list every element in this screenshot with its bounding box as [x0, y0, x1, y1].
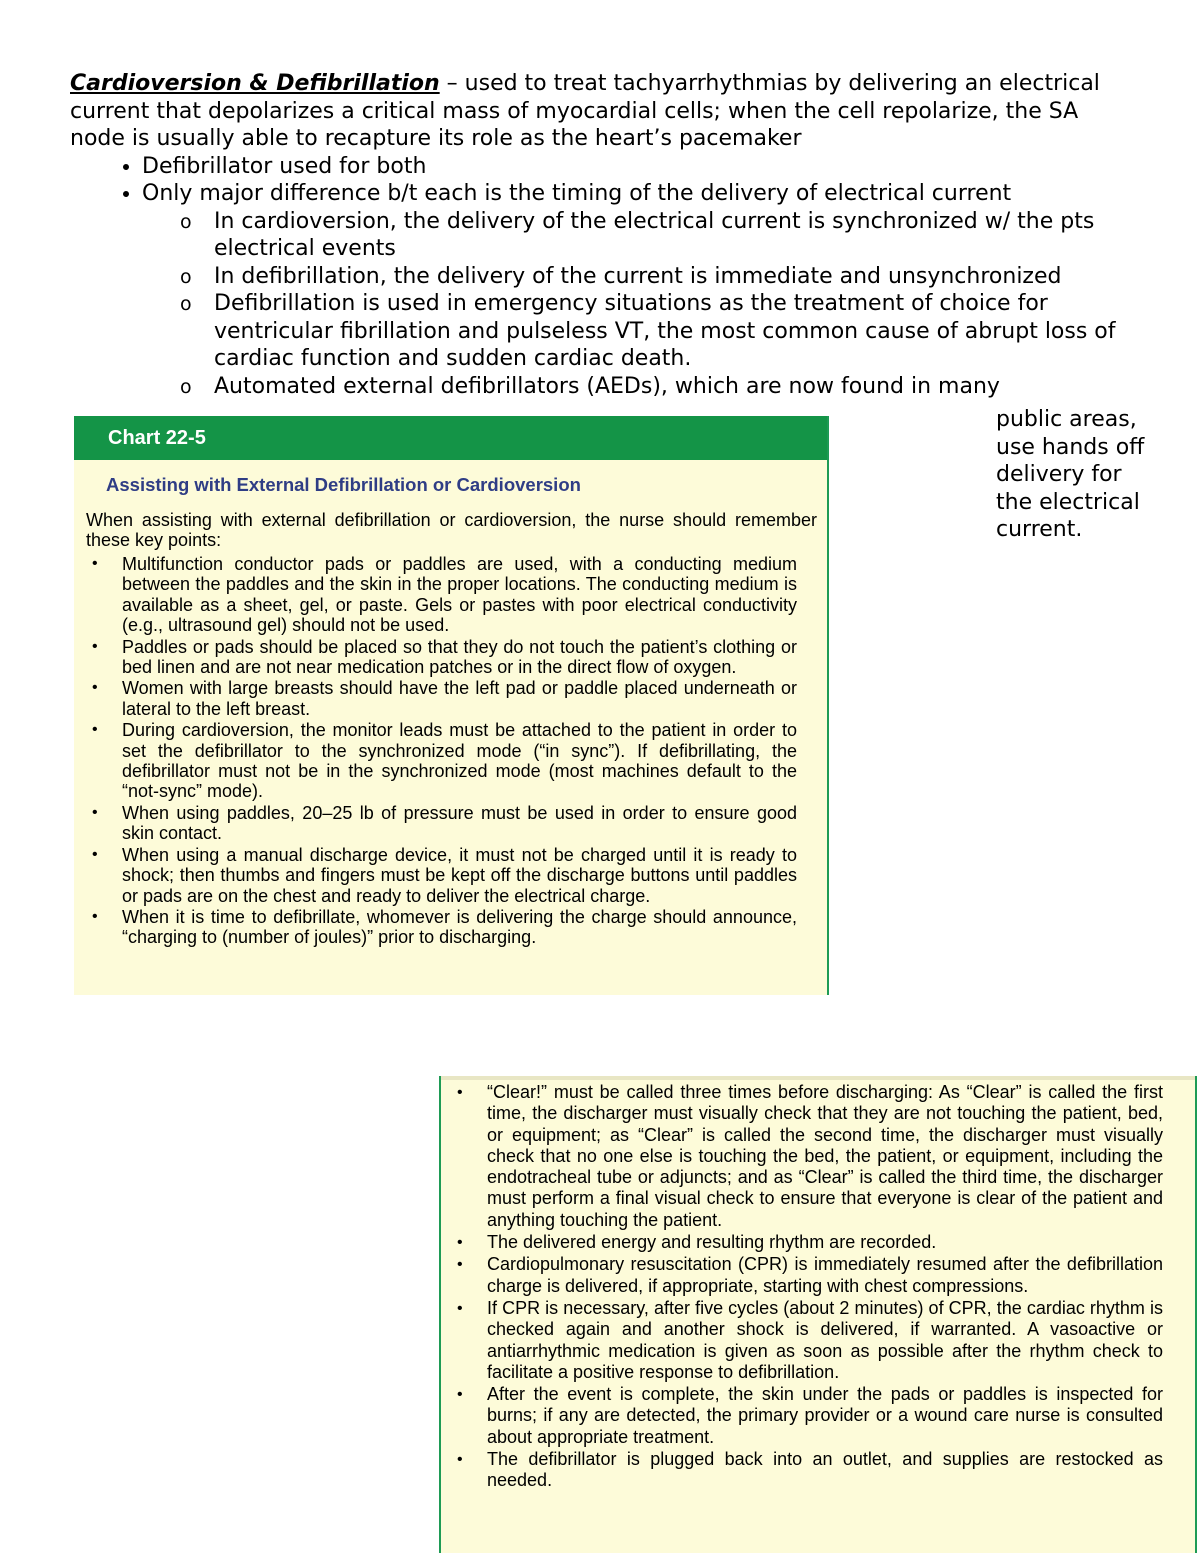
chart-intro: When assisting with external defibrillation or cardioversion, the nurse should remember these key points: [86, 510, 817, 550]
topic-term: Cardioversion & Defibrillation [70, 71, 440, 96]
wrapped-continuation-text: public areas, use hands off delivery for the electrical current. [996, 407, 1145, 542]
chart-points-list [74, 554, 827, 948]
chart-point: • The defibrillator is plugged back into an outlet, and supplies are restocked as needed. [487, 1449, 1163, 1492]
chart-point: • Cardiopulmonary resuscitation (CPR) is immediately resumed after the defibrillation charge is delivered, if appropriate, starting with chest compressions. [487, 1254, 1163, 1297]
intro-paragraph [70, 70, 1130, 153]
bullet-item: • Defibrillator used for both [142, 153, 1130, 181]
chart-points-list-continued [441, 1076, 1195, 1492]
chart-point: • Paddles or pads should be placed so that they do not touch the patient’s clothing or bed linen and are not near medication patches or in the direct flow of oxygen. [122, 637, 797, 678]
chart-point: • When using paddles, 20–25 lb of pressure must be used in order to ensure good skin contact. [122, 803, 797, 844]
chart-point: • The delivered energy and resulting rhythm are recorded. [487, 1232, 1163, 1253]
chart-point: • When using a manual discharge device, it must not be charged until it is ready to shock; then thumbs and fingers must be kept off the discharge buttons until paddles or pads are on the chest and ready to deliver the electrical charge. [122, 845, 797, 906]
chart-box-part-1 [74, 416, 829, 995]
sub-bullet-item: o Defibrillation is used in emergency situations as the treatment of choice for ventricular fibrillation and pulseless VT, the most common cause of abrupt loss of cardiac function and sudden cardiac death. [214, 290, 1130, 373]
sub-bullet-list [142, 208, 1130, 401]
sub-bullet-item: o Automated external defibrillators (AEDs), which are now found in many [214, 373, 1130, 401]
chart-label: Chart 22-5 [74, 416, 827, 460]
bullet-text: Only major difference b/t each is the timing of the delivery of electrical current [142, 181, 1012, 206]
sub-bullet-item: o In defibrillation, the delivery of the current is immediate and unsynchronized [214, 263, 1130, 291]
sub-bullet-item: o In cardioversion, the delivery of the electrical current is synchronized w/ the pts electrical events [214, 208, 1130, 263]
chart-point: • Women with large breasts should have the left pad or paddle placed underneath or lateral to the left breast. [122, 678, 797, 719]
clipped-edge [441, 1076, 1195, 1080]
lecture-notes [70, 70, 1130, 400]
chart-point: • If CPR is necessary, after five cycles (about 2 minutes) of CPR, the cardiac rhythm is checked again and another shock is delivered, if warranted. A vasoactive or antiarrhythmic medication is given as soon as possible after the rhythm check to facilitate a positive response to defibrillation. [487, 1298, 1163, 1383]
chart-box-part-2 [439, 1076, 1197, 1553]
chart-point: • After the event is complete, the skin under the pads or paddles is inspected for burns; if any are detected, the primary provider or a wound care nurse is consulted about appropriate treatment. [487, 1384, 1163, 1448]
chart-title: Assisting with External Defibrillation or Cardioversion [106, 474, 581, 495]
chart-point: • When it is time to defibrillate, whomever is delivering the charge should announce, “charging to (number of joules)” prior to discharging. [122, 907, 797, 948]
chart-point: • “Clear!” must be called three times before discharging: As “Clear” is called the first time, the discharger must visually check that they are not touching the patient, bed, or equipment; as “Clear” is called the second time, the discharger must visually check that no one else is touching the bed, the patient, or equipment, including the endotracheal tube or adjuncts; and as “Clear” is called the third time, the discharger must perform a final visual check to ensure that everyone is clear of the patient and anything touching the patient. [487, 1082, 1163, 1231]
bullet-item [142, 180, 1130, 400]
chart-point: • Multifunction conductor pads or paddles are used, with a conducting medium between the paddles and the skin in the proper locations. The conducting medium is available as a sheet, gel, or paste. Gels or pastes with poor electrical conductivity (e.g., ultrasound gel) should not be used. [122, 554, 797, 636]
topic-definition: – used to treat tachyarrhythmias by delivering an electrical current that depolarizes a critical mass of myocardial cells; when the cell repolarize, the SA node is usually able to recapture its role as the heart’s pacemaker [70, 71, 1100, 151]
chart-point: • During cardioversion, the monitor leads must be attached to the patient in order to set the defibrillator to the synchronized mode (“in sync”). If defibrillating, the defibrillator must not be in the synchronized mode (most machines default to the “not-sync” mode). [122, 720, 797, 802]
main-bullet-list [70, 153, 1130, 401]
